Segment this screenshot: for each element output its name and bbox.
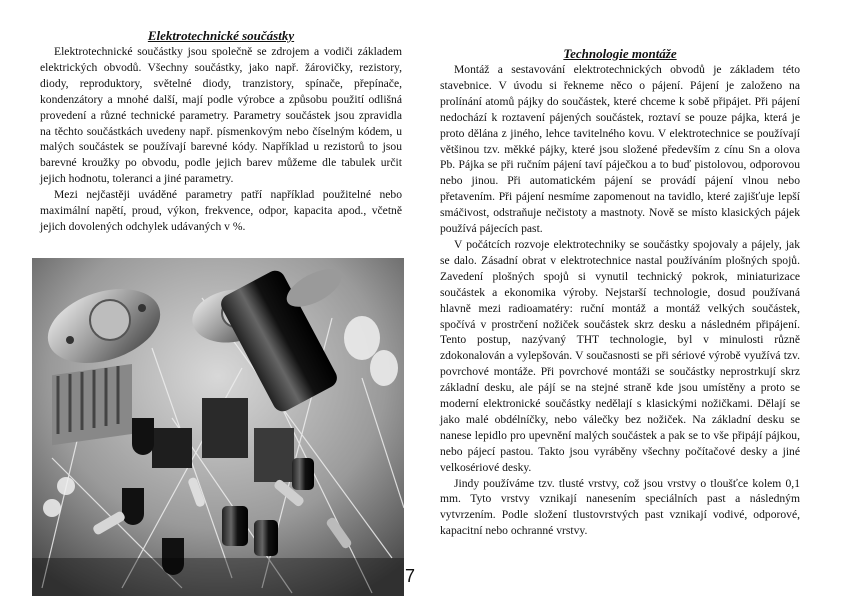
section-heading-components: Elektrotechnické součástky	[147, 28, 295, 43]
page-number: 7	[405, 566, 416, 586]
section-heading-assembly: Technologie montáže	[563, 46, 677, 61]
left-column	[40, 28, 402, 235]
paragraph: Mezi nejčastěji uváděné parametry patří například použitelné nebo maximální napětí, proud, výkon, frekvence, odpor, kapacita apod., včetně jejich dovolených odchylek udávaných v %.	[40, 188, 402, 233]
paragraph: Montáž a sestavování elektrotechnických obvodů je základem této stavebnice. V úvodu si řekneme něco o pájení. Pájení je založeno na prolínání atomů pájky do součástek, které chceme k sobě připájet. Při pájení nedochází k roztavení pájených součástek, roztaví se pouze pájka, která je proto dělána z jiného, lehce tavitelného kovu. V elektrotechnice se používají většinou tzv. měkké pájky, které jsou složené především z cínu Sn a olova Pb. Pájka se při ručním pájení taví páječkou a to buď pistolovou, odporovou nebo jinou. Při automatickém pájení se provádí pájení vlnou nebo přetavením. Při pájení nesmíme zapomenout na tavidlo, které zajišťuje lepší smáčivost, odstraňuje nečistoty a mastnoty. Nově se místo klasických pájek používá pájecích past.	[440, 63, 800, 236]
paragraph: Elektrotechnické součástky jsou společně se zdrojem a vodiči základem elektrických obvodů. Všechny součástky, jako např. žárovičky, rezistory, diody, reproduktory, světelné diody, tranzistory, spínače, přepínače, kondenzátory a mnohé další, mají podle výrobce a způsobu použití odlišná provedení a různé technické parametry. Parametry součástek jsou zpravidla na těchto součástkách uvedeny např. písmenkovým nebo číselným kódem, u malých součástek se používají barevné kódy. Například u rezistorů to jsou barevné kroužky po obvodu, podle jejich barev můžeme dle tabulek určit jejich hodnotu, toleranci a jiné parametry.	[40, 45, 402, 186]
paragraph: V počátcích rozvoje elektrotechniky se součástky spojovaly a pájely, jak se dalo. Zásadní obrat v elektrotechnice nastal používáním plošných spojů. Zavedení plošných spojů si vynutil technický pokrok, miniaturizace součástek a ekonomika výroby. Nejstarší technologie, dosud používaná hlavně mezi radioamatéry: ruční montáž a montáž velkých součástek, spočívá v prostrčení nožiček součástek skrz desku a následném připájení. Tento postup, nazývaný THT technologie, byl v minulosti různě zdokonalován a vylepšován. V současnosti se při sériové výrobě využívá tzv. povrchové montáže. Při povrchové montáži se součástky neprostrkují skrz základní desku, ale pájí se na stejné straně kde jsou umístěny a proto se moderní elektronické součástky nedělají s klasickými nožičkami. Dělají se jako malé obdélníčky, nebo válečky bez nožiček. Na základní desku se nanese lepidlo pro upevnění malých součástek a pak se to vše připájí pájkou, nebo pájecí pastou. Takto jsou vyráběny všechny počítačové desky a jiné velkosériové desky.	[440, 237, 800, 474]
paragraph: Jindy používáme tzv. tlusté vrstvy, což jsou vrstvy o tloušťce kolem 0,1 mm. Tyto vrstvy vznikají nanesením speciálních past a následným vytvrzením. Podle složení tlustovrstvých past vznikají vodivé, odporové, kapacitní nebo ochranné vrstvy.	[440, 476, 800, 538]
components-photo	[32, 258, 404, 596]
right-column	[440, 46, 800, 539]
